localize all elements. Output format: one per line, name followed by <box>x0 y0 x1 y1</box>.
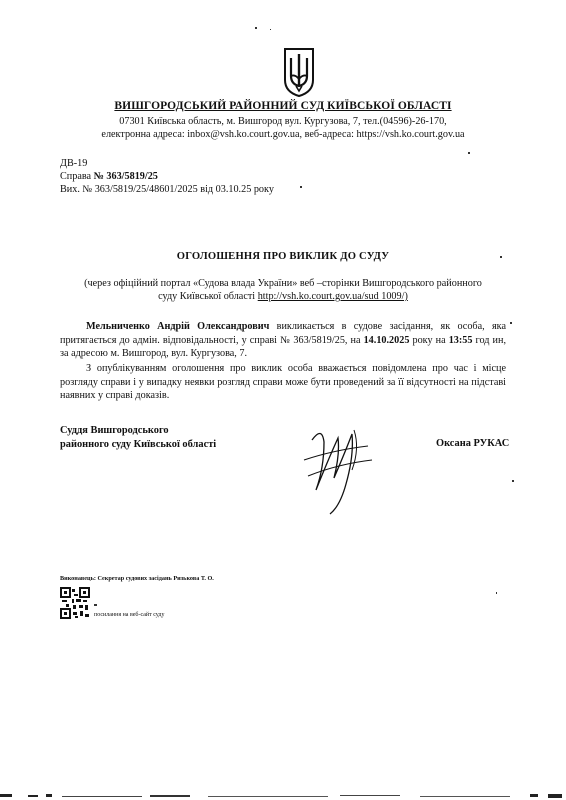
subtitle-line-2 <box>0 291 566 302</box>
scan-speck <box>300 186 302 188</box>
handwritten-signature <box>294 420 376 520</box>
summons-text-1: викликається в судове засідання, як особа, яка притягається до адмін. відповідальності, у справі № 363/5819/25, на <box>60 321 506 346</box>
document-title: ОГОЛОШЕННЯ ПРО ВИКЛИК ДО СУДУ <box>176 251 390 262</box>
executor-note: Виконавець: Секретар судових засідань Ризькова Т. О. <box>60 575 214 582</box>
hearing-date: 14.10.2025 <box>363 334 410 346</box>
notice-paragraph <box>60 362 506 403</box>
case-label: Справа <box>60 171 94 182</box>
court-name: ВИШГОРОДСЬКИЙ РАЙОННИЙ СУД КИЇВСЬКОЇ ОБЛАСТІ <box>114 100 452 112</box>
court-contacts: електронна адреса: inbox@vsh.ko.court.gov.ua, веб-адреса: https://vsh.ko.court.gov.ua <box>101 129 465 140</box>
scan-border-noise <box>0 790 566 800</box>
document-code: ДВ-19 <box>60 158 88 169</box>
scan-speck <box>270 29 271 30</box>
scan-speck <box>94 604 97 606</box>
court-website-link[interactable]: http://vsh.ko.court.gov.ua/sud 1009/) <box>257 291 408 302</box>
scan-speck <box>510 322 512 324</box>
summons-paragraph <box>60 320 506 361</box>
judge-name: Оксана РУКАС <box>436 438 510 449</box>
subtitle-line-1: (через офіційний портал «Судова влада України» веб –сторінки Вишгородського районного <box>84 278 482 289</box>
scan-speck <box>496 592 497 594</box>
coat-of-arms-icon <box>282 46 316 98</box>
outgoing-number: Вих. № 363/5819/25/48601/2025 від 03.10.25 року <box>60 184 274 195</box>
case-number <box>60 171 158 182</box>
qr-code[interactable] <box>60 587 90 619</box>
summons-text-3: год ин, за адресою м. Вишгород, вул. Кургузова, 7. <box>60 334 506 359</box>
hearing-time: 13:55 <box>448 334 473 346</box>
judge-title-line-1: Суддя Вишгородського <box>60 425 169 436</box>
scan-speck <box>500 256 502 258</box>
qr-caption: посилання на веб-сайт суду <box>94 612 165 618</box>
summoned-person: Мельниченко Андрій Олександрович <box>86 321 270 332</box>
scan-speck <box>468 152 470 154</box>
summons-text-2: року на <box>409 334 449 346</box>
court-address: 07301 Київська область, м. Вишгород вул. Кургузова, 7, тел.(04596)-26-170, <box>119 116 447 127</box>
notice-text: З опублікуванням оголошення про виклик особа вважається повідомлена про час і місце розгляду справи і у випадку неявки розгляд справи може бути проведений за її відсутності на підставі наявних у справі доказів. <box>60 363 506 401</box>
judge-title <box>60 424 216 452</box>
judge-title-line-2: районного суду Київської області <box>60 439 217 450</box>
scan-speck <box>512 480 514 482</box>
case-number-value: № 363/5819/25 <box>93 171 158 182</box>
subtitle-prefix: суду Київської області <box>158 291 258 302</box>
scan-speck <box>255 27 257 29</box>
